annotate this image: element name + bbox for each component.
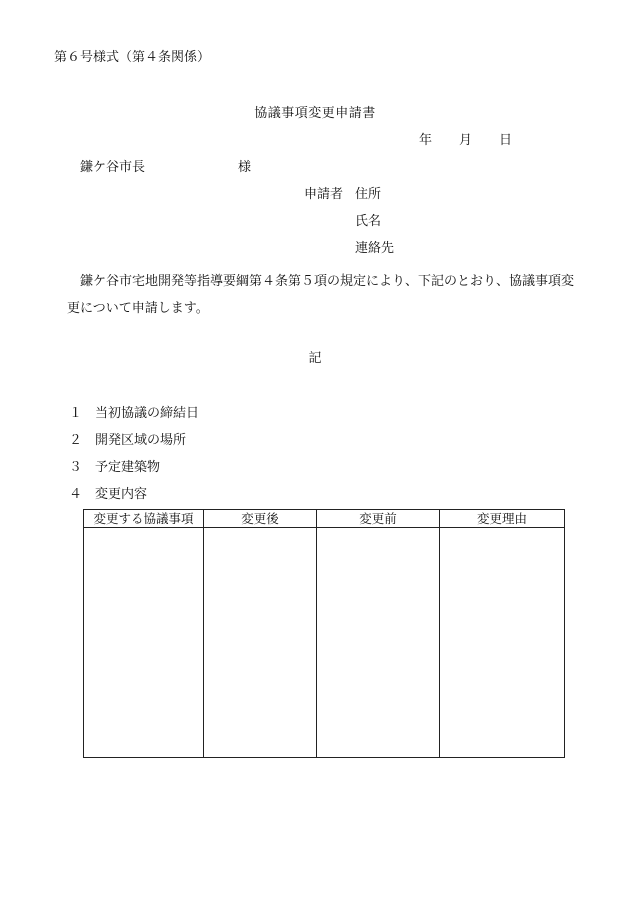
item-label: 当初協議の締結日 xyxy=(95,406,200,421)
applicant-address-label: 住所 xyxy=(355,187,382,202)
date-month-label: 月 xyxy=(459,133,473,148)
item-label: 予定建築物 xyxy=(95,460,161,475)
list-item xyxy=(69,406,199,422)
date-year-label: 年 xyxy=(419,133,433,148)
item-label: 変更内容 xyxy=(95,487,148,502)
list-item xyxy=(69,487,147,503)
item-label: 開発区域の場所 xyxy=(95,433,187,448)
cell-changed-item xyxy=(84,528,204,758)
ki-heading: 記 xyxy=(308,351,322,366)
document-title: 協議事項変更申請書 xyxy=(254,106,376,121)
cell-before-change xyxy=(317,528,440,758)
header-before-change: 変更前 xyxy=(317,510,440,528)
cell-after-change xyxy=(204,528,317,758)
header-after-change: 変更後 xyxy=(204,510,317,528)
form-number: 第６号様式（第４条関係） xyxy=(54,50,211,65)
header-change-reason: 変更理由 xyxy=(440,510,565,528)
item-number: ３ xyxy=(69,460,83,475)
list-item xyxy=(69,433,186,449)
date-day-label: 日 xyxy=(499,133,513,148)
change-content-table xyxy=(83,509,565,758)
body-text: 鎌ケ谷市宅地開発等指導要綱第４条第５項の規定により、下記のとおり、協議事項変更について申請します。 xyxy=(67,274,575,316)
recipient-line xyxy=(80,160,251,176)
cell-change-reason xyxy=(440,528,565,758)
table-header-row xyxy=(84,510,565,528)
header-changed-item: 変更する協議事項 xyxy=(84,510,204,528)
item-number: ４ xyxy=(69,487,83,502)
item-number: １ xyxy=(69,406,83,421)
recipient-name: 鎌ケ谷市長 xyxy=(80,160,146,175)
date-line xyxy=(419,133,512,149)
list-item xyxy=(69,460,160,476)
applicant-name-label: 氏名 xyxy=(355,214,382,229)
applicant-contact-label: 連絡先 xyxy=(355,241,395,256)
table-row xyxy=(84,528,565,758)
recipient-honorific: 様 xyxy=(238,160,252,175)
applicant-label: 申請者 xyxy=(304,187,344,202)
item-number: ２ xyxy=(69,433,83,448)
